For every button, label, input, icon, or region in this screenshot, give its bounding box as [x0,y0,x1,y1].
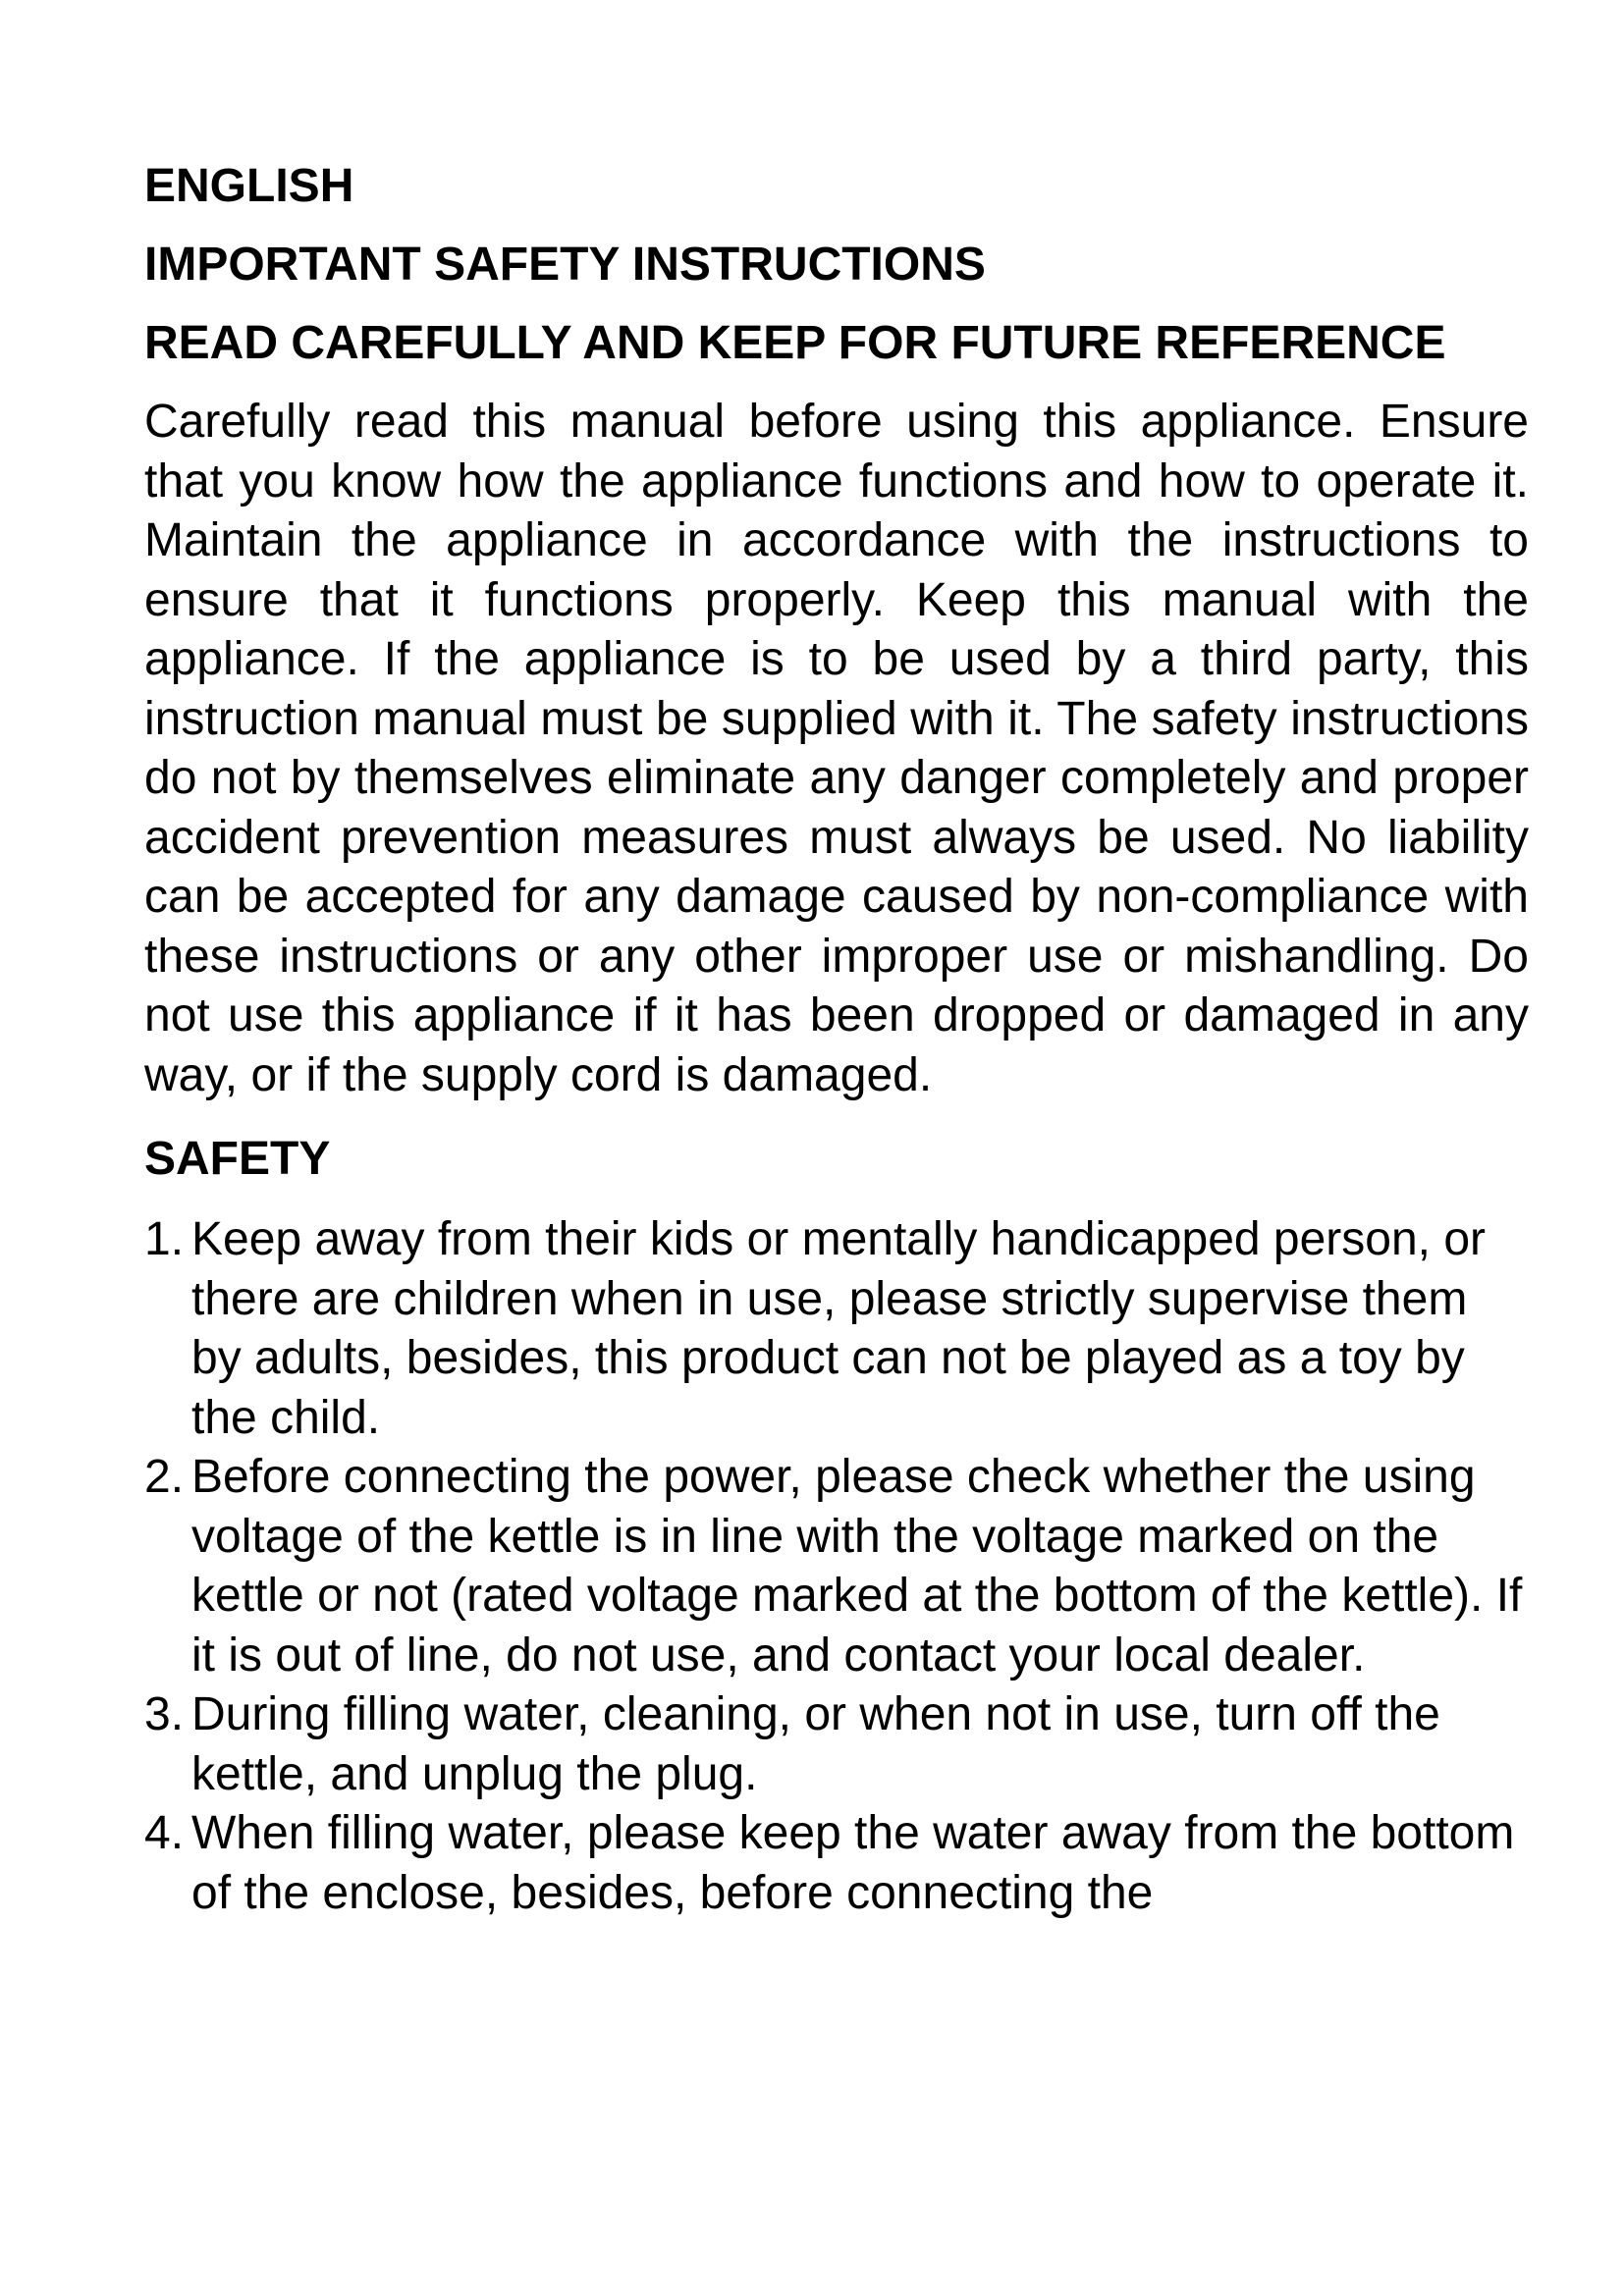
list-item-number: 4. [144,1807,185,1859]
list-item-number: 2. [144,1451,185,1503]
list-item-text: When filling water, please keep the water away from the bottom of the enclose, besides, before connecting the [191,1807,1515,1919]
safety-list [144,1210,1529,1923]
safety-instructions-title: IMPORTANT SAFETY INSTRUCTIONS [144,239,986,291]
list-item [144,1804,1529,1923]
list-item [144,1448,1529,1685]
list-item-number: 1. [144,1213,185,1265]
list-item-text: Before connecting the power, please check whether the using voltage of the kettle is in line with the voltage marked on the kettle or not (rated voltage marked at the bottom of the kettle). If it is out of line, do not use, and contact your local dealer. [191,1451,1523,1682]
language-heading: ENGLISH [144,160,354,212]
safety-heading: SAFETY [144,1133,331,1185]
list-item [144,1685,1529,1804]
list-item-text: During filling water, cleaning, or when not in use, turn off the kettle, and unplug the plug. [191,1688,1440,1800]
list-item-number: 3. [144,1688,185,1740]
list-item-text: Keep away from their kids or mentally handicapped person, or there are children when in use, please strictly supervise them by adults, besides, this product can not be played as a toy by the child. [191,1213,1487,1444]
manual-page [144,157,1529,1923]
list-item [144,1210,1529,1448]
intro-paragraph: Carefully read this manual before using this appliance. Ensure that you know how the appliance functions and how to operate it. Maintain the appliance in accordance with the instructions to ensure that it functions properly. Keep this manual with the appliance. If the appliance is to be used by a third party, this instruction manual must be supplied with it. The safety instructions do not by themselves eliminate any danger completely and proper accident prevention measures must always be used. No liability can be accepted for any damage caused by non-compliance with these instructions or any other improper use or mishandling. Do not use this appliance if it has been dropped or damaged in any way, or if the supply cord is damaged. [144,396,1529,1101]
read-carefully-subtitle: READ CAREFULLY AND KEEP FOR FUTURE REFERENCE [144,317,1446,369]
